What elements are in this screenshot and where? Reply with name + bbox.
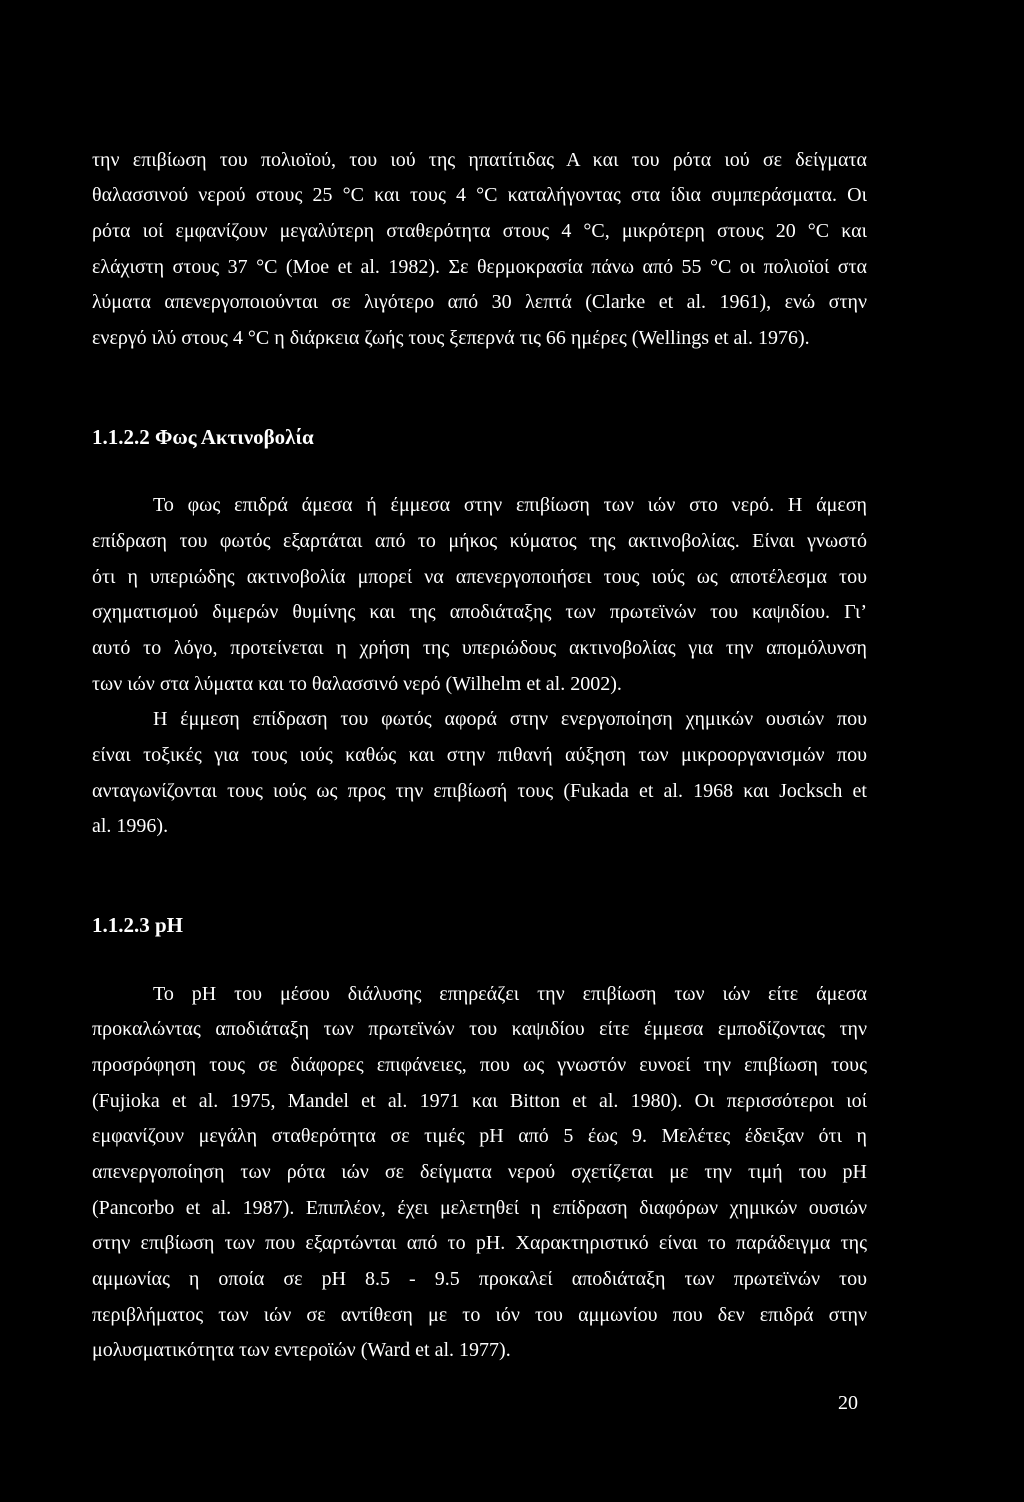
text-line: την επιβίωση του πολιοϊού, του ιού της ηπατίτιδας Α και του ρότα ιού σε δείγματα bbox=[92, 149, 867, 171]
text-line: είναι τοξικές για τους ιούς καθώς και στην πιθανή αύξηση των μικροοργανισμών που bbox=[92, 744, 867, 766]
text-line: απενεργοποίηση των ρότα ιών σε δείγματα νερού σχετίζεται με την τιμή του pH bbox=[92, 1161, 867, 1183]
text-line: προσρόφηση τους σε διάφορες επιφάνειες, που ως γνωστόν ευνοεί την επιβίωση τους bbox=[92, 1054, 867, 1076]
text-line: λύματα απενεργοποιούνται σε λιγότερο από 30 λεπτά (Clarke et al. 1961), ενώ στην bbox=[92, 291, 867, 313]
text-line: αμμωνίας η οποία σε pH 8.5 - 9.5 προκαλεί αποδιάταξη των πρωτεϊνών του bbox=[92, 1268, 867, 1290]
text-line: (Fujioka et al. 1975, Mandel et al. 1971 και Bitton et al. 1980). Οι περισσότεροι ιοί bbox=[92, 1090, 867, 1112]
text-line: (Pancorbo et al. 1987). Επιπλέον, έχει μελετηθεί η επίδραση διαφόρων χημικών ουσιών bbox=[92, 1197, 867, 1219]
text-line: θαλασσινού νερού στους 25 °C και τους 4 °C καταλήγοντας στα ίδια συμπεράσματα. Οι bbox=[92, 184, 867, 206]
text-line: προκαλώντας αποδιάταξη των πρωτεϊνών του καψιδίου είτε έμμεσα εμποδίζοντας την bbox=[92, 1018, 867, 1040]
text-line: Η έμμεση επίδραση του φωτός αφορά στην ενεργοποίηση χημικών ουσιών που bbox=[153, 708, 867, 730]
text-line: ενεργό ιλύ στους 4 °C η διάρκεια ζωής τους ξεπερνά τις 66 ημέρες (Wellings et al. 1976). bbox=[92, 327, 810, 349]
text-line: μολυσματικότητα των εντεροϊών (Ward et al. 1977). bbox=[92, 1339, 511, 1361]
text-line: των ιών στα λύματα και το θαλασσινό νερό (Wilhelm et al. 2002). bbox=[92, 673, 622, 695]
text-line: al. 1996). bbox=[92, 815, 169, 837]
text-line: περιβλήματος των ιών σε αντίθεση με το ιόν του αμμωνίου που δεν επιδρά στην bbox=[92, 1304, 867, 1326]
text-line: σχηματισμού διμερών θυμίνης και της αποδιάταξης των πρωτεϊνών του καψιδίου. Γι’ bbox=[92, 601, 867, 623]
text-line: ρότα ιοί εμφανίζουν μεγαλύτερη σταθερότητα στους 4 °C, μικρότερη στους 20 °C και bbox=[92, 220, 867, 242]
text-line: στην επιβίωση των που εξαρτώνται από το pH. Χαρακτηριστικό είναι το παράδειγμα της bbox=[92, 1232, 867, 1254]
text-line: ότι η υπεριώδης ακτινοβολία μπορεί να απενεργοποιήσει τους ιούς ως αποτέλεσμα του bbox=[92, 566, 867, 588]
text-line: ανταγωνίζονται τους ιούς ως προς την επιβίωσή τους (Fukada et al. 1968 και Jocksch et bbox=[92, 780, 867, 802]
text-line: επίδραση του φωτός εξαρτάται από το μήκος κύματος της ακτινοβολίας. Είναι γνωστό bbox=[92, 530, 867, 552]
text-line: Το pH του μέσου διάλυσης επηρεάζει την επιβίωση των ιών είτε άμεσα bbox=[153, 983, 867, 1005]
text-line: εμφανίζουν μεγάλη σταθερότητα σε τιμές pH από 5 έως 9. Μελέτες έδειξαν ότι η bbox=[92, 1125, 867, 1147]
page-number: 20 bbox=[838, 1392, 858, 1414]
section-heading-ph: 1.1.2.3 pH bbox=[92, 913, 184, 937]
text-line: ελάχιστη στους 37 °C (Moe et al. 1982). Σε θερμοκρασία πάνω από 55 °C οι πολιοϊοί στα bbox=[92, 256, 867, 278]
text-line: αυτό το λόγο, προτείνεται η χρήση της υπεριώδους ακτινοβολίας για την απομόλυνση bbox=[92, 637, 867, 659]
section-heading-light: 1.1.2.2 Φως Ακτινοβολία bbox=[92, 425, 314, 449]
text-line: Το φως επιδρά άμεσα ή έμμεσα στην επιβίωση των ιών στο νερό. Η άμεση bbox=[153, 494, 867, 516]
